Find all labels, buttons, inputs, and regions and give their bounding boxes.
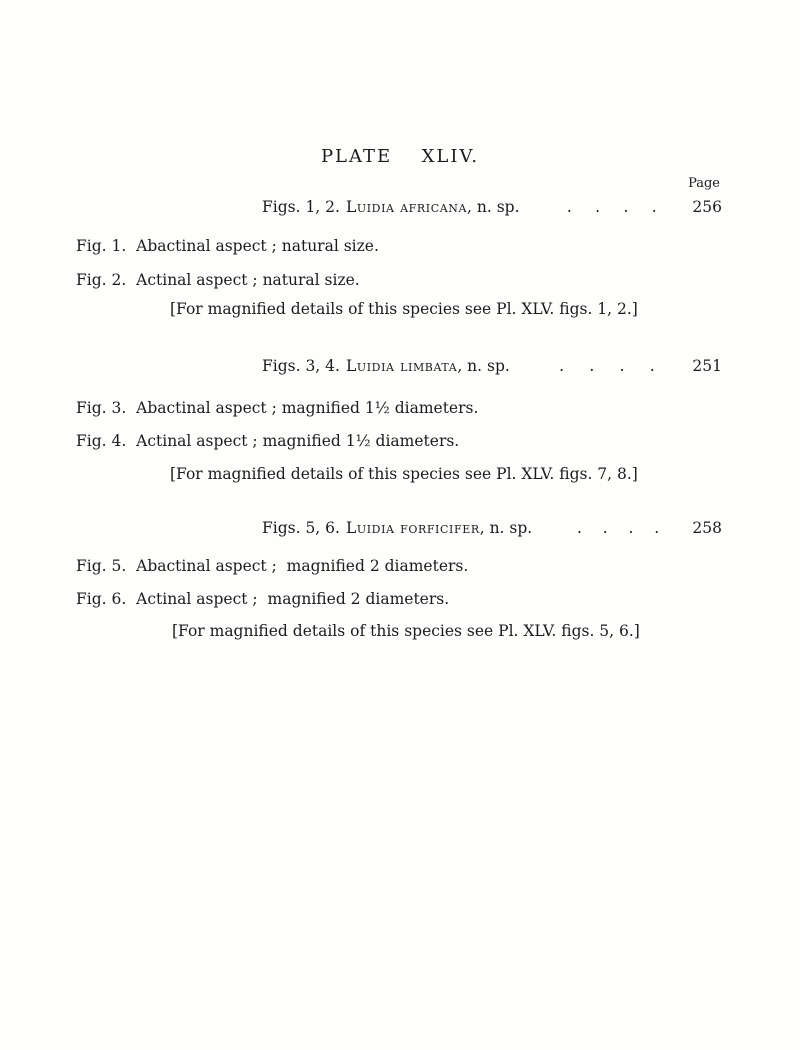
- figs-prefix: Figs. 1, 2.: [262, 198, 340, 216]
- cross-reference-note: [For magnified details of this species see Pl. XLV. figs. 5, 6.]: [172, 622, 640, 640]
- figs-prefix: Figs. 3, 4.: [262, 357, 340, 375]
- entry-heading-text: [262, 519, 532, 537]
- figure-caption: Fig. 3. Abactinal aspect ; magnified 1½ diameters.: [76, 399, 479, 417]
- cross-reference-note: [For magnified details of this species see Pl. XLV. figs. 7, 8.]: [170, 465, 638, 483]
- cross-reference-note: [For magnified details of this species see Pl. XLV. figs. 1, 2.]: [170, 300, 638, 318]
- dot-leader: . . . .: [566, 198, 657, 216]
- figure-caption: Fig. 2. Actinal aspect ; natural size.: [76, 271, 360, 289]
- page-number: 251: [692, 357, 722, 375]
- page-number: 258: [692, 519, 722, 537]
- heading-suffix: , n. sp.: [479, 519, 533, 537]
- plate-entry-heading: [262, 198, 722, 216]
- species-name: Luidia limbata: [345, 357, 458, 375]
- page-number: 256: [692, 198, 722, 216]
- entry-heading-text: [262, 198, 520, 216]
- species-name: Luidia forficifer: [345, 519, 480, 537]
- page-title: PLATE XLIV.: [320, 146, 480, 167]
- figure-caption: Fig. 1. Abactinal aspect ; natural size.: [76, 237, 379, 255]
- figure-caption: Fig. 4. Actinal aspect ; magnified 1½ diameters.: [76, 432, 460, 450]
- figure-caption: Fig. 5. Abactinal aspect ; magnified 2 diameters.: [76, 557, 469, 575]
- figure-caption: Fig. 6. Actinal aspect ; magnified 2 diameters.: [76, 590, 450, 608]
- plate-entry-heading: [262, 357, 722, 375]
- species-name: Luidia africana: [345, 198, 468, 216]
- heading-suffix: , n. sp.: [457, 357, 510, 375]
- figs-prefix: Figs. 5, 6.: [262, 519, 340, 537]
- page-column-label: Page: [688, 176, 720, 191]
- plate-entry-heading: [262, 519, 722, 537]
- dot-leader: . . . .: [577, 519, 660, 537]
- entry-heading-text: [262, 357, 510, 375]
- dot-leader: . . . .: [559, 357, 655, 375]
- heading-suffix: , n. sp.: [467, 198, 520, 216]
